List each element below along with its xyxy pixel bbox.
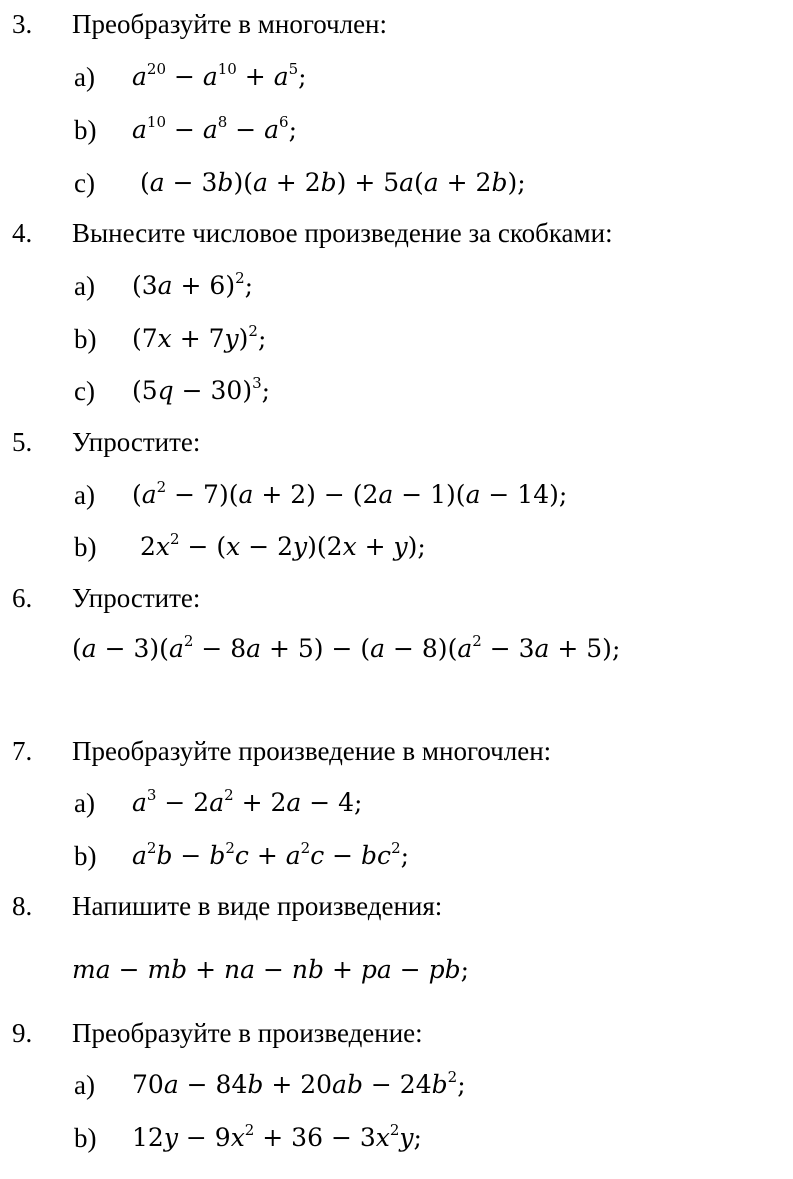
math-variable: x: [226, 532, 241, 561]
task-title: Упростите:: [72, 427, 201, 457]
task-title: Упростите:: [72, 583, 201, 613]
math-variable: a: [273, 62, 289, 91]
item-letter: a): [74, 62, 95, 92]
math-variable: a: [163, 1070, 179, 1099]
math-variable: y: [393, 532, 408, 561]
math-text: (: [132, 480, 142, 509]
math-variable: y: [399, 1123, 414, 1152]
task-title: Напишите в виде произведения:: [72, 891, 443, 921]
task-item: [0, 836, 793, 876]
math-exponent: 3: [146, 785, 157, 804]
task-number: 4.: [12, 218, 33, 248]
math-variable: b: [491, 168, 508, 197]
math-text: 12: [132, 1123, 164, 1152]
task-item: [0, 1065, 793, 1105]
math-exponent: 3: [252, 373, 262, 392]
math-text: − 14);: [480, 480, 568, 509]
math-variable: c: [234, 841, 249, 870]
math-variable: bc: [361, 841, 392, 870]
math-variable: y: [224, 324, 239, 353]
math-text: − 4;: [301, 788, 363, 817]
math-text: + 2: [438, 168, 492, 197]
math-variable: a: [252, 168, 268, 197]
math-exponent: 2: [389, 1120, 400, 1139]
math-variable: a: [370, 634, 386, 663]
math-variable: q: [157, 376, 174, 405]
math-variable: c: [310, 841, 325, 870]
math-exponent: 2: [244, 1120, 255, 1139]
math-variable: ma: [72, 955, 111, 984]
task-item: [0, 163, 793, 203]
task-header: [0, 422, 793, 462]
math-variable: y: [293, 532, 308, 561]
math-variable: pb: [428, 955, 461, 984]
math-variable: x: [375, 1123, 390, 1152]
math-text: (: [72, 634, 82, 663]
task-title: Преобразуйте в многочлен:: [72, 9, 388, 39]
math-expression: [132, 371, 270, 411]
math-variable: nb: [291, 955, 324, 984]
math-text: +: [324, 955, 361, 984]
math-exponent: 10: [217, 59, 237, 78]
math-text: (5: [132, 376, 158, 405]
task-title: Преобразуйте произведение в многочлен:: [72, 736, 552, 766]
math-variable: a: [132, 841, 147, 870]
math-text: −: [227, 115, 265, 144]
math-variable: b: [209, 841, 226, 870]
math-expression: [132, 319, 266, 359]
math-text: (7: [132, 324, 158, 353]
math-text: +: [187, 955, 225, 984]
item-letter: a): [74, 271, 95, 301]
task-header: [0, 1013, 793, 1053]
task-item: [0, 1118, 793, 1158]
math-variable: b: [431, 1070, 448, 1099]
math-variable: a: [202, 62, 218, 91]
math-exponent: 10: [146, 112, 166, 131]
math-variable: na: [224, 955, 256, 984]
math-text: + 7: [171, 324, 225, 353]
math-text: − 30): [173, 376, 253, 405]
math-text: +: [248, 841, 286, 870]
math-text: 2: [140, 532, 156, 561]
math-exponent: 8: [217, 112, 228, 131]
expression-line: [0, 950, 793, 990]
task-number: 9.: [12, 1018, 33, 1048]
math-variable: a: [465, 480, 481, 509]
math-exponent: 2: [170, 529, 180, 548]
math-text: − 24: [362, 1070, 432, 1099]
math-text: −: [166, 115, 203, 144]
math-variable: x: [230, 1123, 245, 1152]
math-text: −: [172, 841, 210, 870]
math-text: ;: [257, 324, 267, 353]
math-expression: [132, 836, 409, 876]
math-variable: a: [209, 788, 225, 817]
math-text: + 2: [267, 168, 321, 197]
math-expression: [132, 110, 297, 150]
math-variable: ab: [332, 1070, 363, 1099]
math-text: (3: [132, 271, 158, 300]
item-letter: c): [74, 168, 95, 198]
math-text: − (: [179, 532, 227, 561]
item-letter: b): [74, 532, 97, 562]
math-text: 70: [132, 1070, 164, 1099]
math-text: ;: [261, 376, 271, 405]
math-variable: x: [155, 532, 171, 561]
math-text: + 2: [233, 788, 287, 817]
math-variable: b: [247, 1070, 264, 1099]
math-text: );: [507, 168, 526, 197]
math-variable: b: [217, 168, 234, 197]
math-exponent: 2: [300, 838, 311, 857]
math-exponent: 2: [472, 631, 482, 650]
math-text: −: [324, 841, 362, 870]
task-item: [0, 266, 793, 306]
task-number: 7.: [12, 736, 33, 766]
task-item: [0, 319, 793, 359]
math-variable: y: [163, 1123, 178, 1152]
task-title: Преобразуйте в произведение:: [72, 1018, 423, 1048]
math-variable: a: [264, 115, 280, 144]
math-text: −: [166, 62, 203, 91]
math-variable: a: [457, 634, 473, 663]
math-text: −: [110, 955, 148, 984]
item-letter: a): [74, 788, 95, 818]
math-text: − 3)(: [96, 634, 169, 663]
math-variable: b: [156, 841, 173, 870]
math-variable: a: [149, 168, 165, 197]
math-text: + 36 − 3: [254, 1123, 376, 1152]
math-text: − 9: [177, 1123, 231, 1152]
math-expression: [132, 57, 307, 97]
math-text: + 20: [263, 1070, 333, 1099]
math-exponent: 2: [391, 838, 401, 857]
math-variable: mb: [147, 955, 188, 984]
task-title: Вынесите числовое произведение за скобками:: [72, 218, 613, 248]
math-text: − 7)(: [166, 480, 239, 509]
math-text: ;: [400, 841, 410, 870]
task-header: [0, 886, 793, 926]
math-variable: x: [157, 324, 172, 353]
item-letter: b): [74, 1123, 97, 1153]
math-variable: x: [342, 532, 357, 561]
math-expression: [132, 1118, 422, 1158]
item-letter: b): [74, 115, 97, 145]
math-variable: a: [286, 788, 302, 817]
math-text: − 84: [178, 1070, 248, 1099]
math-text: );: [407, 532, 426, 561]
task-number: 3.: [12, 9, 33, 39]
math-text: − 8)(: [385, 634, 458, 663]
task-item: [0, 783, 793, 823]
math-variable: b: [320, 168, 337, 197]
item-letter: b): [74, 324, 97, 354]
math-text: ;: [413, 1123, 422, 1152]
item-letter: a): [74, 480, 95, 510]
math-text: − 3: [164, 168, 218, 197]
math-expression: [140, 163, 526, 203]
math-text: − 2: [240, 532, 294, 561]
math-variable: a: [141, 480, 157, 509]
math-exponent: 5: [288, 59, 299, 78]
math-expression: [132, 783, 362, 823]
task-header: [0, 213, 793, 253]
math-text: − 1)(: [393, 480, 466, 509]
math-text: +: [236, 62, 274, 91]
math-expression: [132, 475, 567, 515]
task-item: [0, 527, 793, 567]
math-exponent: 2: [447, 1067, 458, 1086]
task-number: 8.: [12, 891, 33, 921]
math-text: ;: [288, 115, 298, 144]
math-text: (: [140, 168, 150, 197]
item-letter: b): [74, 841, 97, 871]
math-text: ;: [460, 955, 470, 984]
expression-line: [0, 629, 793, 669]
math-variable: a: [246, 634, 262, 663]
math-text: ;: [457, 1070, 466, 1099]
math-text: −: [255, 955, 292, 984]
math-variable: a: [132, 115, 147, 144]
math-variable: a: [423, 168, 439, 197]
math-text: )(2: [307, 532, 343, 561]
math-text: − 3: [481, 634, 535, 663]
math-text: −: [391, 955, 429, 984]
math-text: ;: [244, 271, 254, 300]
math-exponent: 2: [224, 785, 234, 804]
math-variable: a: [168, 634, 184, 663]
math-exponent: 2: [183, 631, 194, 650]
task-number: 6.: [12, 583, 33, 613]
math-text: + 6): [172, 271, 236, 300]
math-variable: pa: [360, 955, 392, 984]
math-text: +: [356, 532, 394, 561]
math-exponent: 2: [156, 477, 167, 496]
math-exponent: 6: [279, 112, 289, 131]
math-variable: a: [534, 634, 550, 663]
math-text: + 5) − (: [261, 634, 371, 663]
math-variable: a: [399, 168, 415, 197]
math-exponent: 2: [235, 268, 245, 287]
task-header: [0, 578, 793, 618]
math-variable: a: [285, 841, 301, 870]
math-variable: a: [238, 480, 254, 509]
math-exponent: 2: [248, 321, 258, 340]
task-header: [0, 731, 793, 771]
math-variable: a: [157, 271, 173, 300]
math-variable: a: [132, 788, 147, 817]
item-letter: a): [74, 1070, 95, 1100]
math-text: ;: [298, 62, 307, 91]
math-expression: [132, 266, 253, 306]
math-variable: a: [132, 62, 147, 91]
math-variable: a: [81, 634, 97, 663]
math-text: + 5);: [549, 634, 621, 663]
task-item: [0, 110, 793, 150]
math-text: − 2: [156, 788, 210, 817]
math-variable: a: [378, 480, 394, 509]
task-item: [0, 371, 793, 411]
math-variable: a: [202, 115, 218, 144]
task-number: 5.: [12, 427, 33, 457]
math-expression: [72, 629, 620, 669]
task-item: [0, 475, 793, 515]
math-text: (: [414, 168, 424, 197]
math-text: ) + 5: [336, 168, 400, 197]
math-text: )(: [233, 168, 253, 197]
math-text: − 8: [193, 634, 247, 663]
math-text: + 2) − (2: [253, 480, 379, 509]
math-expression: [140, 527, 426, 567]
math-exponent: 2: [225, 838, 235, 857]
task-header: [0, 4, 793, 44]
task-item: [0, 57, 793, 97]
math-exponent: 20: [146, 59, 166, 78]
math-expression: [132, 1065, 466, 1105]
item-letter: c): [74, 376, 95, 406]
math-text: ): [238, 324, 249, 353]
math-exponent: 2: [146, 838, 157, 857]
math-expression: [72, 950, 469, 990]
